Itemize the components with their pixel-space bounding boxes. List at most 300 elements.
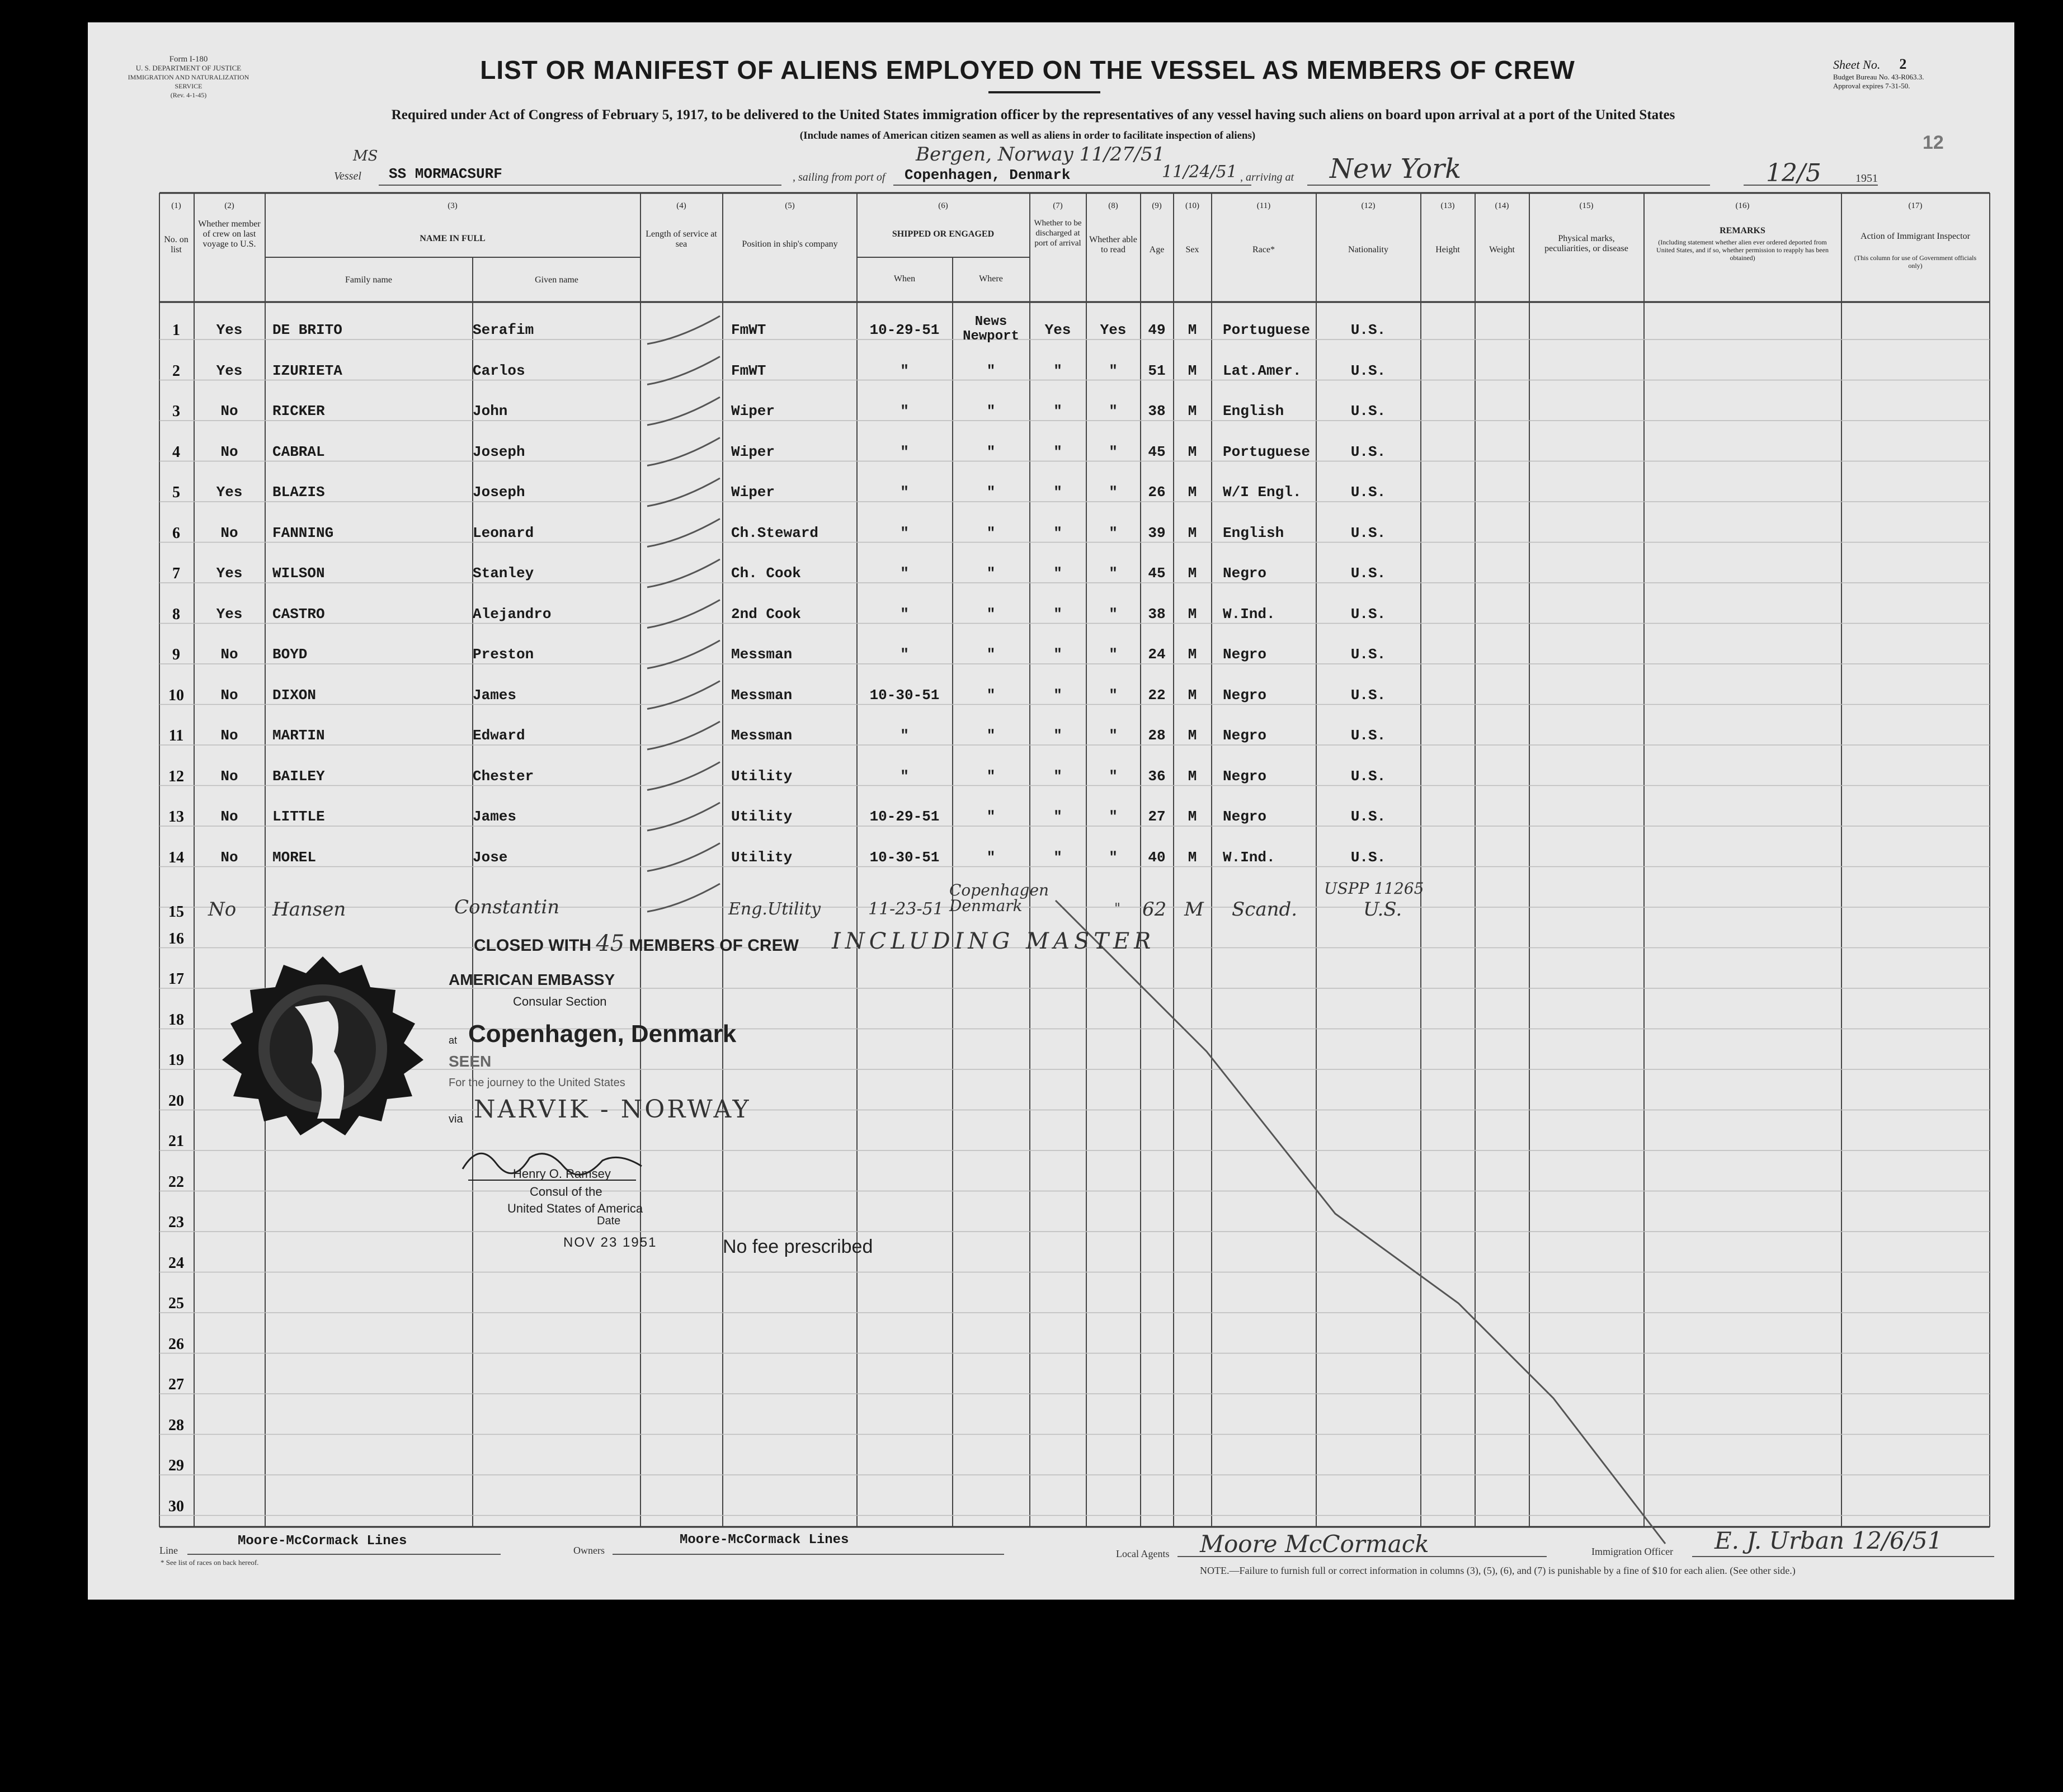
- col3-given-header: Given name: [535, 275, 578, 285]
- age: 45: [1148, 443, 1166, 460]
- footer: [159, 1527, 2000, 1594]
- fee-note: No fee prescribed: [723, 1236, 873, 1257]
- shipped-where: ": [986, 808, 996, 825]
- race: English: [1223, 524, 1284, 541]
- subtitle-note: (Include names of American citizen seamen as well as aliens in order to facilitate inspection of aliens): [799, 130, 1256, 142]
- shipped-where: ": [986, 403, 996, 419]
- seen-stamp: SEEN: [449, 1053, 492, 1070]
- col7-header: Whether to be discharged at port of arrival: [1034, 219, 1082, 248]
- col13-number: (13): [1440, 201, 1455, 210]
- family-name: BLAZIS: [272, 484, 325, 501]
- discharged: ": [1053, 686, 1062, 704]
- age: 26: [1148, 484, 1166, 501]
- sex: M: [1188, 443, 1197, 460]
- row-number: 27: [168, 1376, 184, 1393]
- row15-sex: M: [1184, 898, 1204, 921]
- family-name: DE BRITO: [272, 322, 342, 338]
- embassy-city: Copenhagen, Denmark: [468, 1020, 737, 1048]
- shipped-where: ": [986, 767, 996, 785]
- shipped-where: ": [986, 605, 996, 623]
- col3-header: NAME IN FULL: [420, 234, 486, 243]
- row15-race: Scand.: [1232, 898, 1298, 921]
- shipped-where: ": [986, 484, 996, 501]
- col17-subheader: (This column for use of Government officials only): [1854, 254, 1977, 270]
- given-name: Joseph: [473, 443, 525, 460]
- shipped-where: ": [986, 565, 996, 582]
- col11-header: Race*: [1252, 245, 1275, 254]
- nationality: U.S.: [1350, 808, 1386, 825]
- agents-value: Moore McCormack: [1200, 1530, 1429, 1558]
- shipped-when: ": [900, 767, 909, 785]
- race: W.Ind.: [1223, 605, 1275, 623]
- race: Negro: [1223, 565, 1267, 582]
- consul-country: United States of America: [507, 1201, 643, 1215]
- col5-header: Position in ship's company: [742, 239, 838, 249]
- nationality: U.S.: [1350, 524, 1386, 541]
- position: Messman: [731, 686, 793, 704]
- given-name: Chester: [473, 767, 534, 785]
- given-name: Edward: [473, 727, 525, 744]
- subtitle: Required under Act of Congress of February 5, 1917, to be delivered to the United States immigration officer by the representatives of any vessel having such aliens on board upon arrival at a port of the United States: [391, 107, 1675, 122]
- sheet-number: 2: [1899, 56, 1907, 72]
- given-name: John: [473, 403, 508, 419]
- given-name: James: [473, 808, 517, 825]
- col7-number: (7): [1053, 201, 1063, 210]
- closed-with-stamp: [474, 931, 799, 956]
- able-to-read: Yes: [1100, 322, 1127, 338]
- col16-subheader: (Including statement whether alien ever ordered deported from United States, and if so, whether permission to reapply has been obtained): [1656, 238, 1829, 262]
- shipped-where: ": [986, 443, 996, 460]
- position: Wiper: [731, 484, 775, 501]
- able-to-read: ": [1109, 605, 1118, 623]
- via-route: NARVIK - NORWAY: [474, 1095, 751, 1124]
- age: 24: [1148, 646, 1166, 663]
- sex: M: [1188, 686, 1197, 704]
- row15-nationality: U.S.: [1363, 898, 1402, 921]
- row-number: 23: [168, 1214, 184, 1231]
- row-number: 15: [168, 903, 184, 921]
- shipped-when: ": [900, 484, 909, 501]
- family-name: IZURIETA: [272, 362, 342, 379]
- row-number: 16: [168, 930, 184, 947]
- able-to-read: ": [1109, 646, 1118, 663]
- given-name: Serafim: [473, 322, 534, 338]
- row15-read: ": [1114, 900, 1121, 916]
- shipped-when: 10-29-51: [869, 322, 940, 338]
- position: Wiper: [731, 403, 775, 419]
- race: Negro: [1223, 727, 1267, 744]
- row-number: 7: [172, 565, 180, 582]
- family-name: LITTLE: [272, 808, 325, 825]
- shipped-when: ": [900, 403, 909, 419]
- journey-line: For the journey to the United States: [449, 1077, 625, 1089]
- age: 51: [1148, 362, 1166, 379]
- row-number: 11: [168, 727, 184, 744]
- position: Ch.Steward: [731, 524, 819, 541]
- able-to-read: ": [1109, 808, 1118, 825]
- col6-number: (6): [938, 201, 948, 210]
- races-note: * See list of races on back hereof.: [161, 1558, 259, 1567]
- shipped-when: ": [900, 727, 909, 744]
- able-to-read: ": [1109, 727, 1118, 744]
- discharged: ": [1053, 848, 1062, 866]
- row-number: 9: [172, 646, 180, 663]
- col17-header: Action of Immigrant Inspector: [1861, 232, 1970, 241]
- row-number: 2: [172, 362, 180, 380]
- row-number: 29: [168, 1457, 184, 1474]
- shipped-when: 10-30-51: [869, 848, 940, 866]
- officer-signature: E. J. Urban 12/6/51: [1715, 1527, 1943, 1554]
- row-number: 13: [168, 808, 184, 826]
- shipped-where: News Newport: [963, 314, 1019, 344]
- last-voyage: No: [220, 443, 238, 460]
- form-number: Form I-180: [169, 55, 208, 64]
- discharged: Yes: [1044, 322, 1071, 338]
- sex: M: [1188, 362, 1197, 379]
- nationality: U.S.: [1350, 646, 1386, 663]
- discharged: ": [1053, 443, 1062, 460]
- row15-given-name: Constantin: [454, 896, 560, 918]
- at-label: at: [449, 1035, 458, 1046]
- sex: M: [1188, 646, 1197, 663]
- able-to-read: ": [1109, 403, 1118, 419]
- row15-family-name: Hansen: [272, 898, 346, 921]
- col13-header: Height: [1435, 245, 1460, 254]
- row-number: 1: [172, 322, 180, 339]
- able-to-read: ": [1109, 524, 1118, 541]
- sex: M: [1188, 524, 1197, 541]
- last-voyage: Yes: [216, 322, 243, 338]
- position: Ch. Cook: [731, 565, 801, 582]
- given-name: James: [473, 686, 517, 704]
- col16-header: REMARKS: [1720, 226, 1765, 235]
- discharged: ": [1053, 362, 1062, 379]
- col1-header: No. on list: [164, 235, 189, 254]
- col4-header: Length of service at sea: [646, 229, 717, 249]
- nationality: U.S.: [1350, 403, 1386, 419]
- col16-number: (16): [1735, 201, 1750, 210]
- given-name: Preston: [473, 646, 534, 663]
- owners-label: Owners: [573, 1545, 605, 1556]
- shipped-when: ": [900, 646, 909, 663]
- approval-expiry: Approval expires 7-31-50.: [1833, 82, 1910, 90]
- col11-number: (11): [1256, 201, 1271, 210]
- age: 38: [1148, 605, 1166, 623]
- shipped-where: ": [986, 686, 996, 704]
- department: U. S. DEPARTMENT OF JUSTICE: [135, 64, 242, 72]
- sailing-port: Copenhagen, Denmark: [905, 167, 1071, 183]
- given-name: Jose: [473, 848, 508, 866]
- line-value: Moore-McCormack Lines: [238, 1534, 407, 1549]
- nationality: U.S.: [1350, 686, 1386, 704]
- col4-number: (4): [676, 201, 686, 210]
- footer-note: NOTE.—Failure to furnish full or correct information in columns (3), (5), (6), and (7) is punishable by a fine of $10 for each alien. (See other side.): [1200, 1565, 1796, 1576]
- vessel-label: Vessel: [334, 170, 361, 182]
- race: Negro: [1223, 646, 1267, 663]
- sheet-label: Sheet No.: [1833, 58, 1881, 72]
- last-voyage: No: [220, 848, 238, 866]
- consul-name: Henry O. Ramsey: [513, 1167, 611, 1181]
- sex: M: [1188, 808, 1197, 825]
- page-title: LIST OR MANIFEST OF ALIENS EMPLOYED ON THE VESSEL AS MEMBERS OF CREW: [480, 55, 1575, 84]
- age: 38: [1148, 403, 1166, 419]
- family-name: CASTRO: [272, 605, 325, 623]
- row-number: 3: [172, 403, 180, 420]
- given-name: Alejandro: [473, 605, 552, 623]
- agents-label: Local Agents: [1116, 1548, 1170, 1559]
- col2-number: (2): [224, 201, 234, 210]
- position: 2nd Cook: [731, 605, 801, 623]
- nationality: U.S.: [1350, 362, 1386, 379]
- arriving-port: New York: [1330, 153, 1462, 185]
- position: Messman: [731, 727, 793, 744]
- discharged: ": [1053, 727, 1062, 744]
- given-name: Leonard: [473, 524, 534, 541]
- family-name: MOREL: [272, 848, 317, 866]
- family-name: WILSON: [272, 565, 325, 582]
- shipped-when: ": [900, 565, 909, 582]
- position: Wiper: [731, 443, 775, 460]
- family-name: BOYD: [272, 646, 308, 663]
- row-number: 6: [172, 524, 180, 542]
- row-number: 18: [168, 1011, 184, 1029]
- last-voyage: No: [220, 686, 238, 704]
- sex: M: [1188, 565, 1197, 582]
- row-number: 21: [168, 1133, 184, 1150]
- col15-header: Physical marks, peculiarities, or disease: [1544, 234, 1628, 253]
- row15-note: USPP 11265: [1324, 879, 1424, 898]
- col12-header: Nationality: [1348, 245, 1388, 254]
- nationality: U.S.: [1350, 767, 1386, 785]
- closed-tail: MEMBERS OF CREW: [629, 936, 799, 955]
- nationality: U.S.: [1350, 322, 1386, 338]
- col6-where-header: Where: [979, 274, 1003, 284]
- sex: M: [1188, 403, 1197, 419]
- page-mark: 12: [1923, 132, 1944, 153]
- discharged: ": [1053, 565, 1062, 582]
- year: 1951: [1855, 172, 1878, 185]
- shipped-where: ": [986, 848, 996, 866]
- race: Portuguese: [1223, 322, 1311, 338]
- given-name: Joseph: [473, 484, 525, 501]
- col17-number: (17): [1908, 201, 1923, 210]
- given-name: Stanley: [473, 565, 534, 582]
- race: Portuguese: [1223, 443, 1311, 460]
- col1-number: (1): [171, 201, 181, 210]
- able-to-read: ": [1109, 767, 1118, 785]
- sex: M: [1188, 767, 1197, 785]
- family-name: MARTIN: [272, 727, 325, 744]
- sex: M: [1188, 848, 1197, 866]
- arriving-label: , arriving at: [1240, 171, 1294, 183]
- able-to-read: ": [1109, 565, 1118, 582]
- last-voyage: No: [220, 808, 238, 825]
- discharged: ": [1053, 524, 1062, 541]
- discharged: ": [1053, 605, 1062, 623]
- col12-number: (12): [1361, 201, 1376, 210]
- shipped-when: ": [900, 443, 909, 460]
- family-name: CABRAL: [272, 443, 325, 460]
- col10-number: (10): [1185, 201, 1199, 210]
- including-master: INCLUDING MASTER: [832, 928, 1156, 954]
- nationality: U.S.: [1350, 605, 1386, 623]
- sailing-date: 11/24/51: [1162, 162, 1237, 182]
- sex: M: [1188, 484, 1197, 501]
- last-voyage: No: [220, 524, 238, 541]
- nationality: U.S.: [1350, 484, 1386, 501]
- position: FmWT: [731, 322, 766, 338]
- race: Negro: [1223, 808, 1267, 825]
- discharged: ": [1053, 646, 1062, 663]
- shipped-when: ": [900, 605, 909, 623]
- closed-label: CLOSED WITH: [474, 936, 591, 955]
- position: Utility: [731, 767, 793, 785]
- able-to-read: ": [1109, 484, 1118, 501]
- family-name: BAILEY: [272, 767, 325, 785]
- shipped-when: 10-30-51: [869, 686, 940, 704]
- col14-header: Weight: [1489, 245, 1515, 254]
- last-voyage: Yes: [216, 362, 243, 379]
- row-number: 22: [168, 1173, 184, 1191]
- consular-section: Consular Section: [513, 994, 607, 1008]
- consular-seal: [205, 951, 440, 1141]
- row-number: 5: [172, 484, 180, 501]
- col6-when-header: When: [893, 274, 916, 284]
- stamp-date: NOV 23 1951: [563, 1235, 657, 1250]
- row-number: 24: [168, 1254, 184, 1272]
- race: Lat.Amer.: [1223, 362, 1302, 379]
- shipped-when: ": [900, 524, 909, 541]
- shipped-where: ": [986, 524, 996, 541]
- col5-number: (5): [785, 201, 795, 210]
- age: 49: [1148, 322, 1166, 338]
- last-voyage: No: [220, 403, 238, 419]
- col15-number: (15): [1579, 201, 1594, 210]
- consul-title: Consul of the: [530, 1185, 602, 1199]
- row-number: 30: [168, 1497, 184, 1515]
- sex: M: [1188, 322, 1197, 338]
- officer-label: Immigration Officer: [1591, 1546, 1674, 1557]
- vessel-prefix: MS: [353, 148, 378, 164]
- col2-header: Whether member of crew on last voyage to U.S.: [198, 219, 261, 249]
- able-to-read: ": [1109, 443, 1118, 460]
- age: 40: [1148, 848, 1166, 866]
- row-number: 28: [168, 1416, 184, 1434]
- able-to-read: ": [1109, 848, 1118, 866]
- row-number: 20: [168, 1092, 184, 1110]
- able-to-read: ": [1109, 362, 1118, 379]
- position: Utility: [731, 848, 793, 866]
- vessel-name: SS MORMACSURF: [389, 166, 502, 182]
- revision: (Rev. 4-1-45): [170, 91, 207, 99]
- line-label: Line: [159, 1545, 178, 1556]
- discharged: ": [1053, 767, 1062, 785]
- row15-last-voyage: No: [208, 898, 237, 921]
- nationality: U.S.: [1350, 727, 1386, 744]
- race: Negro: [1223, 686, 1267, 704]
- col3-family-header: Family name: [345, 275, 392, 285]
- col10-header: Sex: [1185, 245, 1199, 254]
- crew-count: 45: [596, 931, 625, 956]
- row-number: 25: [168, 1295, 184, 1312]
- row-number: 4: [172, 443, 180, 461]
- age: 28: [1148, 727, 1166, 744]
- discharged: ": [1053, 484, 1062, 501]
- arrival-date: 12/5: [1766, 159, 1821, 187]
- manifest-sheet: [88, 22, 2014, 1600]
- last-voyage: No: [220, 767, 238, 785]
- row15-where: Copenhagen Denmark: [949, 881, 1049, 915]
- sex: M: [1188, 605, 1197, 623]
- given-name: Carlos: [473, 362, 525, 379]
- position: FmWT: [731, 362, 766, 379]
- row-number: 17: [168, 970, 184, 988]
- age: 22: [1148, 686, 1166, 704]
- shipped-where: ": [986, 646, 996, 663]
- race: Negro: [1223, 767, 1267, 785]
- sailing-label: , sailing from port of: [793, 171, 886, 183]
- last-voyage: Yes: [216, 605, 243, 623]
- col8-header: Whether able to read: [1089, 235, 1137, 254]
- via-label: via: [449, 1113, 463, 1125]
- shipped-when: 10-29-51: [869, 808, 940, 825]
- family-name: RICKER: [272, 403, 325, 419]
- shipped-where: ": [986, 362, 996, 379]
- race: English: [1223, 403, 1284, 419]
- col14-number: (14): [1495, 201, 1509, 210]
- last-voyage: No: [220, 727, 238, 744]
- discharged: ": [1053, 403, 1062, 419]
- shipped-when: ": [900, 362, 909, 379]
- service: IMMIGRATION AND NATURALIZATION SERVICE: [128, 73, 249, 90]
- family-name: DIXON: [272, 686, 317, 704]
- embassy-name: AMERICAN EMBASSY: [449, 971, 615, 988]
- nationality: U.S.: [1350, 848, 1386, 866]
- col3-number: (3): [448, 201, 458, 210]
- last-voyage: Yes: [216, 484, 243, 501]
- nationality: U.S.: [1350, 565, 1386, 582]
- col9-number: (9): [1152, 201, 1162, 210]
- race: W.Ind.: [1223, 848, 1275, 866]
- col9-header: Age: [1149, 245, 1165, 254]
- row-number: 8: [172, 605, 180, 623]
- row15-position: Eng.Utility: [728, 899, 821, 919]
- owners-value: Moore-McCormack Lines: [680, 1532, 849, 1548]
- row-number: 14: [168, 848, 184, 866]
- last-voyage: No: [220, 646, 238, 663]
- row-number: 19: [168, 1051, 184, 1069]
- col8-number: (8): [1108, 201, 1118, 210]
- position: Utility: [731, 808, 793, 825]
- row15-when: 11-23-51: [868, 899, 944, 919]
- row15-age: 62: [1142, 898, 1167, 921]
- date-label: Date: [597, 1215, 621, 1227]
- sex: M: [1188, 727, 1197, 744]
- col6-header: SHIPPED OR ENGAGED: [892, 229, 995, 239]
- age: 45: [1148, 565, 1166, 582]
- port-handwritten: Bergen, Norway 11/27/51: [916, 143, 1165, 166]
- race: W/I Engl.: [1223, 484, 1302, 501]
- row-number: 12: [168, 767, 184, 785]
- nationality: U.S.: [1350, 443, 1386, 460]
- able-to-read: ": [1109, 686, 1118, 704]
- position: Messman: [731, 646, 793, 663]
- last-voyage: Yes: [216, 565, 243, 582]
- family-name: FANNING: [272, 524, 334, 541]
- age: 27: [1148, 808, 1166, 825]
- row-number: 10: [168, 686, 184, 704]
- shipped-where: ": [986, 727, 996, 744]
